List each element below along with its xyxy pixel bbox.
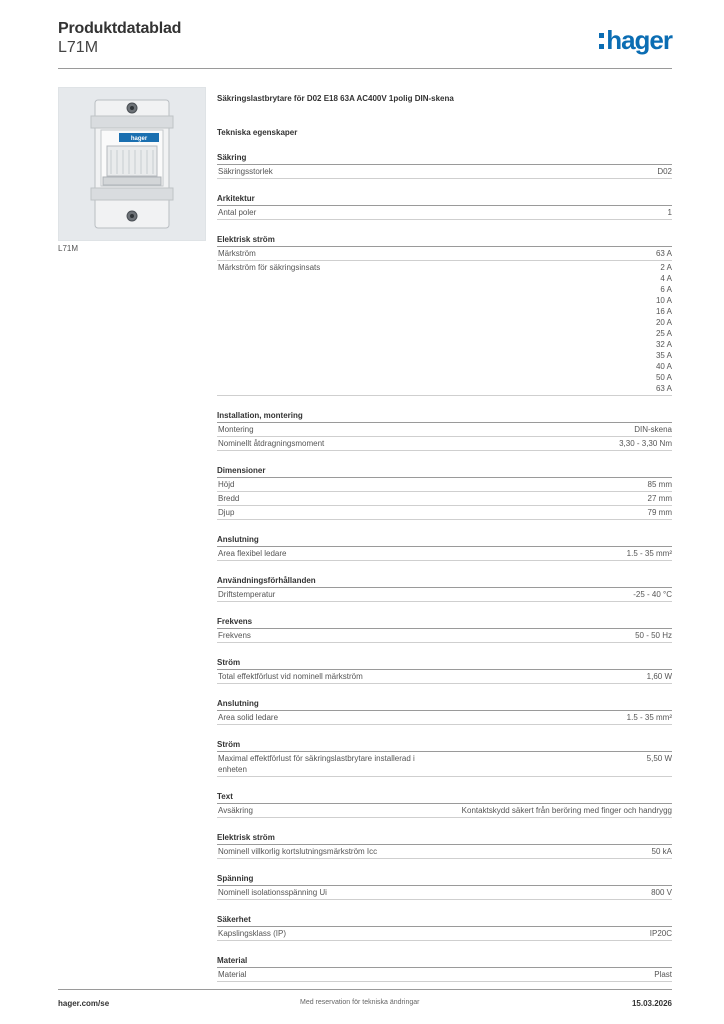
footer-website-link[interactable]: hager.com/se bbox=[58, 999, 110, 1008]
spec-label: Höjd bbox=[218, 480, 235, 489]
spec-row bbox=[217, 804, 672, 818]
product-description: Säkringslastbrytare för D02 E18 63A AC400V 1polig DIN-skena bbox=[217, 94, 454, 103]
spec-label: Avsäkring bbox=[218, 806, 253, 815]
document-title: Produktdatablad bbox=[58, 20, 182, 37]
spec-label: Maximal effektförlust för säkringslastbrytare installerad i enheten bbox=[218, 754, 415, 774]
spec-value: 50 kA bbox=[651, 847, 672, 856]
section-title: Anslutning bbox=[217, 535, 672, 547]
footer-divider bbox=[58, 989, 672, 990]
section-title: Ström bbox=[217, 658, 672, 670]
hager-logo bbox=[599, 27, 672, 53]
header-divider bbox=[58, 68, 672, 69]
spec-row bbox=[217, 588, 672, 602]
spec-value: 1 bbox=[667, 208, 672, 217]
section-title: Säkerhet bbox=[217, 915, 672, 927]
device-brand-text: hager bbox=[130, 136, 148, 142]
spec-section bbox=[217, 194, 672, 220]
spec-label: Bredd bbox=[218, 494, 240, 503]
spec-section bbox=[217, 740, 672, 777]
spec-row bbox=[217, 968, 672, 982]
spec-value: D02 bbox=[657, 167, 672, 176]
spec-row bbox=[217, 165, 672, 179]
spec-section bbox=[217, 874, 672, 900]
spec-value: 1.5 - 35 mm² bbox=[626, 713, 672, 722]
spec-label: Nominellt åtdragningsmoment bbox=[218, 439, 325, 448]
spec-value: IP20C bbox=[649, 929, 672, 938]
spec-label: Area flexibel ledare bbox=[218, 549, 287, 558]
spec-label: Nominell villkorlig kortslutningsmärkström Icc bbox=[218, 847, 378, 856]
spec-row bbox=[217, 247, 672, 261]
image-caption: L71M bbox=[58, 244, 79, 253]
spec-value: 50 - 50 Hz bbox=[635, 631, 672, 640]
spec-value: 5,50 W bbox=[646, 754, 672, 763]
spec-section bbox=[217, 235, 672, 396]
section-title: Arkitektur bbox=[217, 194, 672, 206]
spec-value: -25 - 40 °C bbox=[633, 590, 672, 599]
spec-row bbox=[217, 506, 672, 520]
spec-row bbox=[217, 492, 672, 506]
spec-label: Material bbox=[218, 970, 247, 979]
tech-properties-heading: Tekniska egenskaper bbox=[217, 128, 298, 137]
spec-label: Frekvens bbox=[218, 631, 251, 640]
spec-value: 85 mm bbox=[647, 480, 672, 489]
spec-row bbox=[217, 547, 672, 561]
spec-value: 79 mm bbox=[647, 508, 672, 517]
spec-label: Total effektförlust vid nominell märkström bbox=[218, 672, 363, 681]
spec-value: 25 A bbox=[655, 329, 672, 338]
spec-value: 800 V bbox=[651, 888, 672, 897]
spec-row bbox=[217, 752, 672, 777]
spec-value: 1.5 - 35 mm² bbox=[626, 549, 672, 558]
spec-value: 20 A bbox=[655, 318, 672, 327]
section-title: Text bbox=[217, 792, 672, 804]
spec-label: Kapslingsklass (IP) bbox=[218, 929, 287, 938]
spec-section bbox=[217, 915, 672, 941]
logo-text: hager bbox=[606, 25, 672, 55]
footer-disclaimer: Med reservation för tekniska ändringar bbox=[300, 999, 420, 1006]
spec-label: Märkström bbox=[218, 249, 256, 258]
spec-row bbox=[217, 261, 672, 396]
spec-value: 3,30 - 3,30 Nm bbox=[619, 439, 672, 448]
section-title: Dimensioner bbox=[217, 466, 672, 478]
logo-dots-icon bbox=[599, 27, 604, 49]
spec-section bbox=[217, 411, 672, 451]
section-title: Frekvens bbox=[217, 617, 672, 629]
spec-row bbox=[217, 886, 672, 900]
spec-content bbox=[217, 94, 672, 982]
spec-section bbox=[217, 617, 672, 643]
spec-label: Driftstemperatur bbox=[218, 590, 276, 599]
spec-value: Kontaktskydd säkert från beröring med finger och handrygg bbox=[461, 806, 672, 815]
spec-section bbox=[217, 833, 672, 859]
product-image bbox=[58, 87, 206, 241]
spec-row bbox=[217, 423, 672, 437]
spec-label: Area solid ledare bbox=[218, 713, 279, 722]
spec-row bbox=[217, 206, 672, 220]
section-title: Elektrisk ström bbox=[217, 235, 672, 247]
spec-value: 32 A bbox=[655, 340, 672, 349]
spec-value: 10 A bbox=[655, 296, 672, 305]
spec-value: 63 A bbox=[655, 249, 672, 258]
spec-label: Djup bbox=[218, 508, 235, 517]
spec-row bbox=[217, 478, 672, 492]
spec-label: Antal poler bbox=[218, 208, 257, 217]
spec-value-list bbox=[656, 262, 672, 394]
section-title: Material bbox=[217, 956, 672, 968]
spec-section bbox=[217, 535, 672, 561]
spec-row bbox=[217, 437, 672, 451]
spec-value: 35 A bbox=[655, 351, 672, 360]
spec-section bbox=[217, 699, 672, 725]
spec-section bbox=[217, 658, 672, 684]
spec-value: Plast bbox=[654, 970, 672, 979]
spec-value: 40 A bbox=[655, 362, 672, 371]
spec-label: Märkström för säkringsinsats bbox=[218, 263, 321, 272]
spec-value: 63 A bbox=[655, 384, 672, 393]
spec-value: DIN-skena bbox=[634, 425, 672, 434]
section-title: Installation, montering bbox=[217, 411, 672, 423]
spec-section bbox=[217, 466, 672, 520]
spec-row bbox=[217, 711, 672, 725]
spec-section bbox=[217, 153, 672, 179]
spec-section bbox=[217, 956, 672, 982]
spec-value: 16 A bbox=[655, 307, 672, 316]
spec-value: 2 A bbox=[660, 263, 672, 272]
product-code: L71M bbox=[58, 39, 99, 56]
spec-row bbox=[217, 670, 672, 684]
spec-value: 27 mm bbox=[647, 494, 672, 503]
spec-row bbox=[217, 927, 672, 941]
spec-value: 6 A bbox=[660, 285, 672, 294]
spec-value: 4 A bbox=[660, 274, 672, 283]
spec-row bbox=[217, 629, 672, 643]
section-title: Anslutning bbox=[217, 699, 672, 711]
spec-value: 1,60 W bbox=[646, 672, 672, 681]
footer-date: 15.03.2026 bbox=[631, 999, 672, 1008]
spec-label: Montering bbox=[218, 425, 254, 434]
section-title: Säkring bbox=[217, 153, 672, 165]
spec-label: Nominell isolationsspänning Ui bbox=[218, 888, 327, 897]
spec-label: Säkringsstorlek bbox=[218, 167, 273, 176]
fuse-switch-icon bbox=[59, 88, 205, 240]
spec-section bbox=[217, 792, 672, 818]
section-title: Spänning bbox=[217, 874, 672, 886]
spec-row bbox=[217, 845, 672, 859]
spec-value: 50 A bbox=[655, 373, 672, 382]
section-title: Ström bbox=[217, 740, 672, 752]
spec-section bbox=[217, 576, 672, 602]
section-title: Elektrisk ström bbox=[217, 833, 672, 845]
section-title: Användningsförhållanden bbox=[217, 576, 672, 588]
